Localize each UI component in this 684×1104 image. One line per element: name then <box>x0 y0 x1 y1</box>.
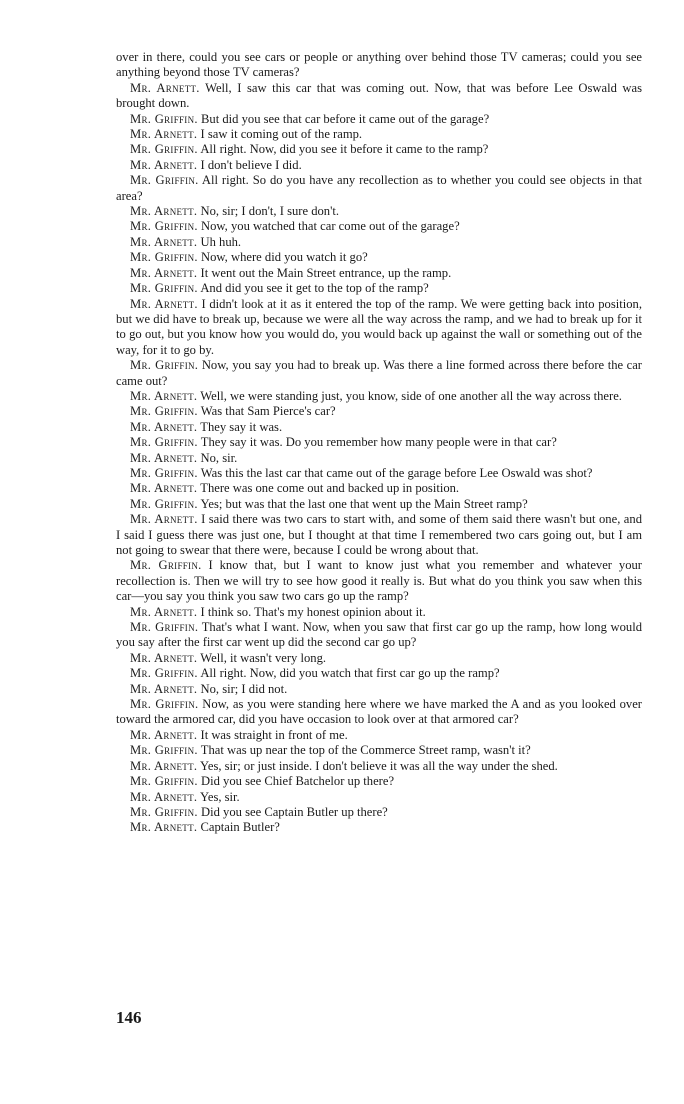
testimony-paragraph <box>116 250 642 265</box>
speaker-label: Mr. Arnett. <box>130 234 198 249</box>
testimony-paragraph <box>116 728 642 743</box>
testimony-paragraph <box>116 651 642 666</box>
testimony-paragraph <box>116 743 642 758</box>
paragraph-text: I think so. That's my honest opinion about it. <box>200 604 426 619</box>
testimony-paragraph <box>116 466 642 481</box>
paragraph-text: I didn't look at it as it entered the top of the ramp. We were getting back into position, but we did have to break up, because we were all the way across the ramp, and we had to break up for it to go out, but you know how you would do, you would back up against the wall or something out of the way, for it to go by. <box>116 296 642 357</box>
speaker-label: Mr. Griffin. <box>130 620 199 635</box>
paragraph-text: They say it was. <box>200 419 283 434</box>
speaker-label: Mr. Griffin. <box>130 281 198 296</box>
paragraph-text: I said there was two cars to start with, and some of them said there wasn't but one, and I said I guess there was just one, but I thought at that time I remembered two cars going out, but I am not going to swear that there were, because I could be wrong about that. <box>116 512 642 557</box>
paragraph-text: I don't believe I did. <box>200 157 302 172</box>
speaker-label: Mr. Arnett. <box>130 204 198 219</box>
speaker-label: Mr. Griffin. <box>130 142 198 157</box>
speaker-label: Mr. Griffin. <box>130 250 198 265</box>
paragraph-text: But did you see that car before it came out of the garage? <box>201 111 490 126</box>
speaker-label: Mr. Arnett. <box>130 820 198 835</box>
paragraph-text: Well, it wasn't very long. <box>200 650 327 665</box>
speaker-label: Mr. Griffin. <box>130 697 199 712</box>
paragraph-text: All right. So do you have any recollection as to whether you could see objects in that area? <box>116 173 642 203</box>
paragraph-text: I know that, but I want to know just what you remember and whatever your recollection is. Then we will try to see how good it really is. But what do you think you saw when this car—you say you think you saw two cars go up the ramp? <box>116 558 642 604</box>
speaker-label: Mr. Griffin. <box>130 558 202 573</box>
testimony-text <box>116 50 642 836</box>
testimony-paragraph <box>116 281 642 296</box>
testimony-paragraph <box>116 774 642 789</box>
speaker-label: Mr. Arnett. <box>130 265 198 280</box>
testimony-paragraph <box>116 158 642 173</box>
paragraph-text: No, sir; I did not. <box>200 681 288 696</box>
paragraph-text: Well, we were standing just, you know, side of one another all the way across there. <box>200 388 622 403</box>
speaker-label: Mr. Arnett. <box>130 512 198 527</box>
page-number: 146 <box>116 1008 142 1027</box>
speaker-label: Mr. Griffin. <box>130 465 198 480</box>
speaker-label: Mr. Griffin. <box>130 404 198 419</box>
testimony-paragraph <box>116 219 642 234</box>
testimony-paragraph <box>116 112 642 127</box>
testimony-paragraph <box>116 666 642 681</box>
speaker-label: Mr. Griffin. <box>130 219 198 234</box>
speaker-label: Mr. Arnett. <box>130 727 198 742</box>
testimony-paragraph <box>116 173 642 204</box>
paragraph-text: Yes, sir. <box>200 789 240 804</box>
paragraph-text: Yes; but was that the last one that went up the Main Street ramp? <box>200 496 528 511</box>
paragraph-text: Did you see Chief Batchelor up there? <box>201 774 395 789</box>
speaker-label: Mr. Griffin. <box>130 358 199 373</box>
speaker-label: Mr. Arnett. <box>130 80 200 95</box>
testimony-paragraph <box>116 790 642 805</box>
testimony-paragraph <box>116 512 642 558</box>
paragraph-text: Uh huh. <box>200 234 242 249</box>
speaker-label: Mr. Arnett. <box>130 157 198 172</box>
paragraph-text: Did you see Captain Butler up there? <box>201 804 388 819</box>
paragraph-text: All right. Now, did you watch that first car go up the ramp? <box>200 666 500 681</box>
speaker-label: Mr. Griffin. <box>130 666 198 681</box>
speaker-label: Mr. Arnett. <box>130 127 198 142</box>
testimony-paragraph <box>116 759 642 774</box>
testimony-paragraph <box>116 297 642 359</box>
paragraph-text: And did you see it get to the top of the ramp? <box>200 281 429 296</box>
paragraph-text: Captain Butler? <box>200 820 280 835</box>
paragraph-text: All right. Now, did you see it before it came to the ramp? <box>200 142 489 157</box>
speaker-label: Mr. Arnett. <box>130 681 198 696</box>
paragraph-text: Well, I saw this car that was coming out. Now, that was before Lee Oswald was brought down. <box>116 80 643 111</box>
speaker-label: Mr. Arnett. <box>130 758 198 773</box>
paragraph-text: They say it was. Do you remember how many people were in that car? <box>200 435 557 450</box>
speaker-label: Mr. Arnett. <box>130 650 198 665</box>
speaker-label: Mr. Griffin. <box>130 173 199 188</box>
testimony-paragraph <box>116 435 642 450</box>
paragraph-text: Yes, sir; or just inside. I don't believe it was all the way under the shed. <box>200 758 558 773</box>
paragraph-text: There was one come out and backed up in position. <box>200 481 460 496</box>
speaker-label: Mr. Arnett. <box>130 388 198 403</box>
speaker-label: Mr. Griffin. <box>130 496 198 511</box>
paragraph-text: over in there, could you see cars or people or anything over behind those TV cameras; could you see anything beyond those TV cameras? <box>116 50 642 80</box>
paragraph-text: That's what I want. Now, when you saw that first car go up the ramp, how long would you say after the first car went up did the second car go up? <box>116 620 642 650</box>
paragraph-text: Now, as you were standing here where we have marked the A and as you looked over toward the armored car, did you have occasion to look over at that armored car? <box>116 697 642 727</box>
testimony-paragraph <box>116 481 642 496</box>
testimony-paragraph <box>116 682 642 697</box>
testimony-paragraph <box>116 820 642 835</box>
testimony-paragraph <box>116 235 642 250</box>
testimony-paragraph <box>116 697 642 728</box>
paragraph-text: I saw it coming out of the ramp. <box>200 127 363 142</box>
paragraph-text: That was up near the top of the Commerce Street ramp, wasn't it? <box>200 743 531 758</box>
testimony-paragraph <box>116 451 642 466</box>
paragraph-text: It went out the Main Street entrance, up the ramp. <box>200 265 452 280</box>
testimony-paragraph <box>116 605 642 620</box>
speaker-label: Mr. Arnett. <box>130 296 198 311</box>
speaker-label: Mr. Arnett. <box>130 419 198 434</box>
speaker-label: Mr. Arnett. <box>130 481 198 496</box>
testimony-paragraph <box>116 805 642 820</box>
testimony-paragraph <box>116 142 642 157</box>
testimony-paragraph <box>116 204 642 219</box>
paragraph-text: Now, you watched that car come out of the garage? <box>201 219 460 234</box>
testimony-paragraph <box>116 404 642 419</box>
testimony-paragraph <box>116 50 642 81</box>
paragraph-text: Now, you say you had to break up. Was there a line formed across there before the car came out? <box>116 358 643 388</box>
testimony-paragraph <box>116 420 642 435</box>
testimony-paragraph <box>116 620 642 651</box>
speaker-label: Mr. Griffin. <box>130 743 198 758</box>
speaker-label: Mr. Griffin. <box>130 804 198 819</box>
testimony-paragraph <box>116 127 642 142</box>
paragraph-text: No, sir; I don't, I sure don't. <box>200 204 340 219</box>
paragraph-text: Was this the last car that came out of the garage before Lee Oswald was shot? <box>200 465 593 480</box>
testimony-paragraph <box>116 81 642 112</box>
testimony-paragraph <box>116 266 642 281</box>
paragraph-text: It was straight in front of me. <box>200 727 348 742</box>
speaker-label: Mr. Griffin. <box>130 774 198 789</box>
paragraph-text: Now, where did you watch it go? <box>201 250 368 265</box>
testimony-paragraph <box>116 358 642 389</box>
paragraph-text: No, sir. <box>200 450 238 465</box>
speaker-label: Mr. Arnett. <box>130 450 198 465</box>
speaker-label: Mr. Arnett. <box>130 789 198 804</box>
testimony-paragraph <box>116 389 642 404</box>
testimony-paragraph <box>116 497 642 512</box>
speaker-label: Mr. Griffin. <box>130 111 198 126</box>
testimony-paragraph <box>116 558 642 604</box>
speaker-label: Mr. Arnett. <box>130 604 198 619</box>
speaker-label: Mr. Griffin. <box>130 435 198 450</box>
paragraph-text: Was that Sam Pierce's car? <box>200 404 336 419</box>
